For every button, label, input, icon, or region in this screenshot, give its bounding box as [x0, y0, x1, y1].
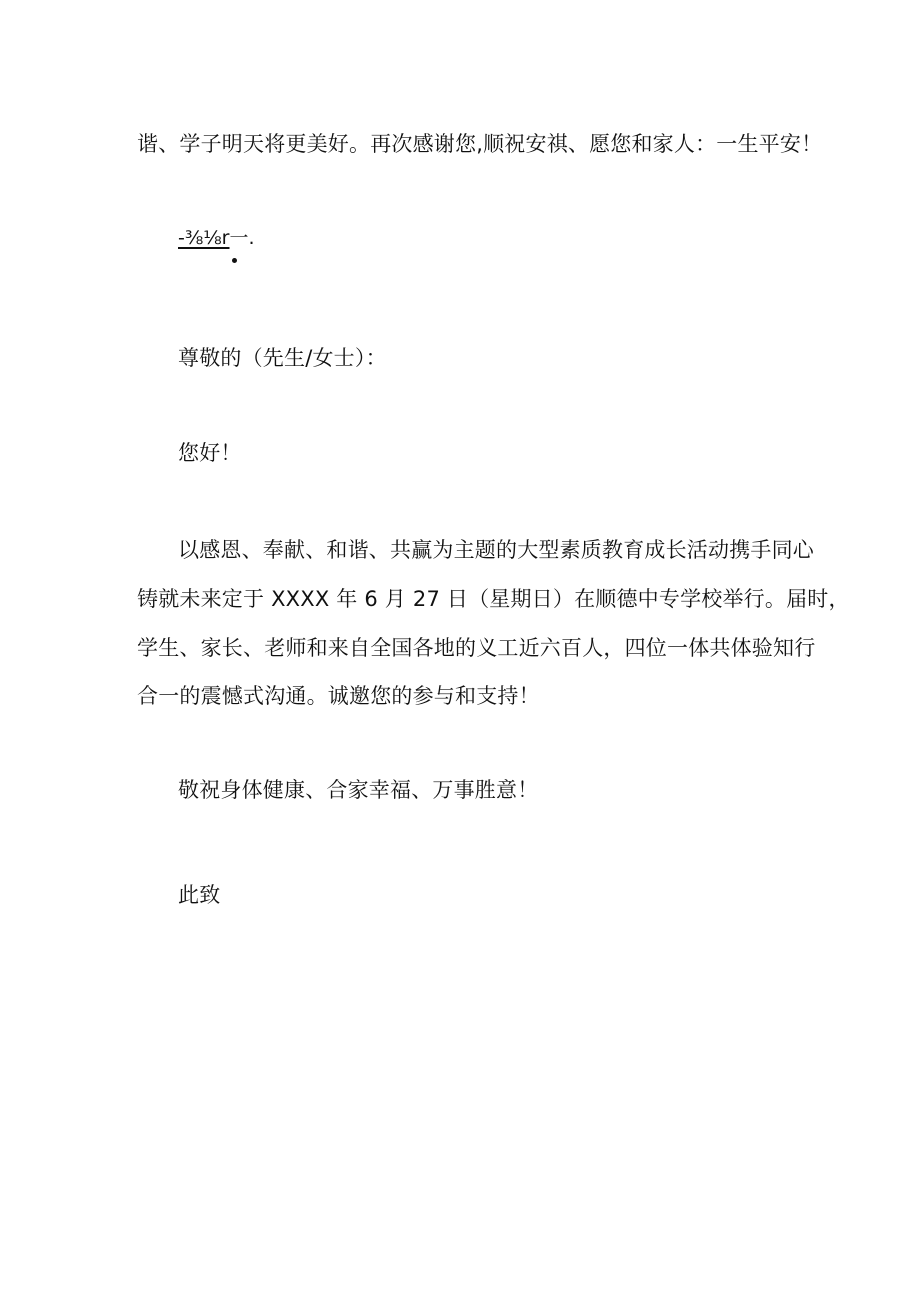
body-line: 合一的震憾式沟通。诚邀您的参与和支持！ [137, 684, 540, 708]
bullet-dot [232, 258, 237, 263]
body-line: 铸就未来定于 XXXX 年 6 月 27 日（星期日）在顺德中专学校举行。届时， [137, 587, 850, 611]
body-line: 学生、家长、老师和来自全国各地的义工近六百人，四位一体共体验知行 [137, 636, 816, 660]
salutation: 尊敬的（先生/女士）： [178, 346, 387, 370]
section-mark-underlined: -⅜⅛r [178, 227, 230, 249]
previous-letter-closing-line: 谐、学子明天将更美好。再次感谢您,顺祝安祺、愿您和家人：一生平安！ [137, 132, 823, 156]
body-line: 以感恩、奉献、和谐、共赢为主题的大型素质教育成长活动携手同心 [178, 538, 814, 562]
wishes: 敬祝身体健康、合家幸福、万事胜意！ [178, 778, 539, 802]
section-mark [178, 225, 255, 251]
section-mark-tail: 一. [229, 227, 255, 249]
greeting: 您好！ [178, 441, 242, 465]
closing: 此致 [178, 883, 221, 907]
